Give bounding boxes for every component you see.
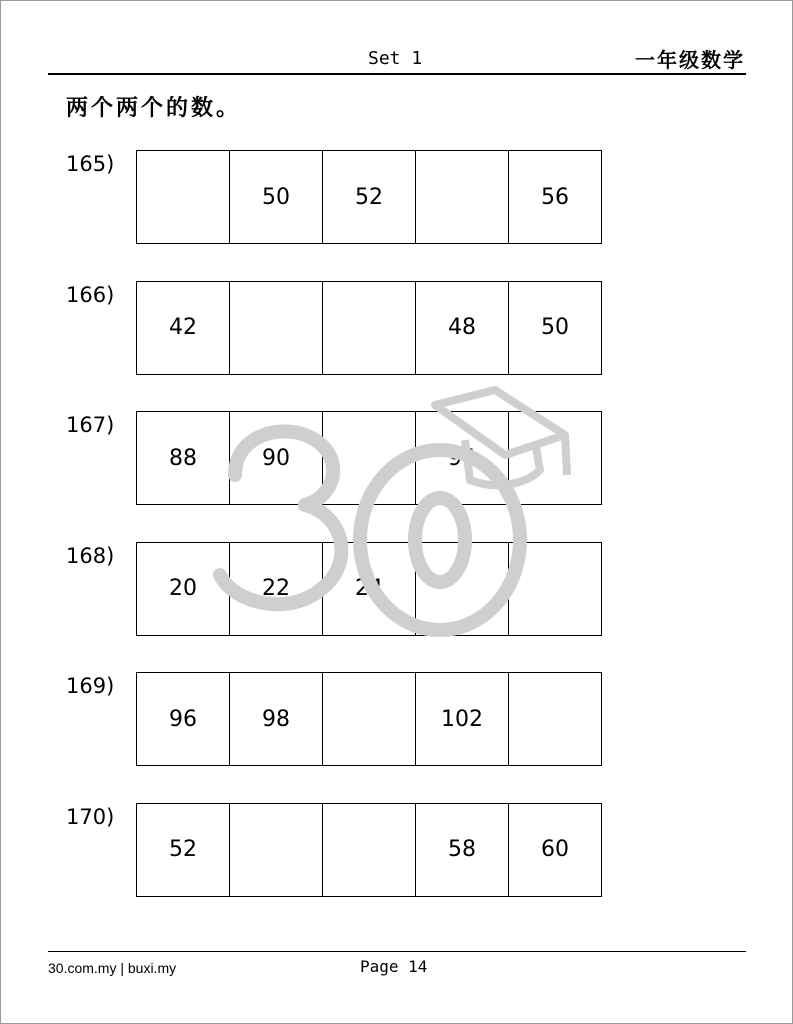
subject-title: 一年级数学	[635, 48, 745, 72]
answer-box-blank[interactable]	[416, 151, 509, 244]
question-row	[0, 150, 793, 245]
answer-box-given: 52	[323, 151, 416, 244]
answer-box-given: 58	[416, 804, 509, 897]
answer-box-given: 102	[416, 673, 509, 766]
answer-boxes	[136, 542, 602, 636]
answer-box-given: 20	[137, 543, 230, 636]
answer-box-blank[interactable]	[323, 673, 416, 766]
answer-box-given: 48	[416, 282, 509, 375]
answer-box-blank[interactable]	[509, 543, 602, 636]
question-row	[0, 542, 793, 637]
answer-boxes	[136, 672, 602, 766]
answer-box-given: 52	[137, 804, 230, 897]
answer-box-given: 50	[509, 282, 602, 375]
answer-box-blank[interactable]	[416, 543, 509, 636]
page-number: Page 14	[360, 957, 428, 976]
answer-box-given: 90	[230, 412, 323, 505]
footer-divider	[48, 951, 746, 952]
answer-box-blank[interactable]	[323, 804, 416, 897]
question-number: 170)	[66, 804, 115, 829]
answer-box-blank[interactable]	[323, 412, 416, 505]
question-row	[0, 803, 793, 898]
answer-box-given: 60	[509, 804, 602, 897]
question-number: 169)	[66, 674, 115, 698]
answer-boxes	[136, 411, 602, 505]
question-number: 167)	[66, 413, 115, 437]
footer-site-links[interactable]: 30.com.my | buxi.my	[48, 960, 177, 976]
question-row	[0, 281, 793, 376]
answer-box-given: 42	[137, 282, 230, 375]
answer-box-given: 88	[137, 412, 230, 505]
answer-box-given: 56	[509, 151, 602, 244]
answer-box-blank[interactable]	[509, 673, 602, 766]
answer-box-given: 22	[230, 543, 323, 636]
instruction-text: 两个两个的数。	[66, 96, 242, 121]
answer-box-given: 94	[416, 412, 509, 505]
answer-box-given: 98	[230, 673, 323, 766]
header-divider	[48, 73, 746, 75]
answer-box-given: 96	[137, 673, 230, 766]
question-row	[0, 672, 793, 767]
answer-box-given: 50	[230, 151, 323, 244]
answer-box-blank[interactable]	[509, 412, 602, 505]
question-number: 166)	[66, 282, 115, 307]
answer-boxes	[136, 803, 602, 897]
answer-box-blank[interactable]	[137, 151, 230, 244]
answer-boxes	[136, 281, 602, 375]
set-label: Set 1	[368, 48, 423, 69]
question-number: 168)	[66, 543, 115, 568]
answer-box-blank[interactable]	[323, 282, 416, 375]
answer-box-blank[interactable]	[230, 804, 323, 897]
question-row	[0, 411, 793, 506]
answer-box-given: 24	[323, 543, 416, 636]
answer-boxes	[136, 150, 602, 244]
question-number: 165)	[66, 152, 115, 176]
answer-box-blank[interactable]	[230, 282, 323, 375]
